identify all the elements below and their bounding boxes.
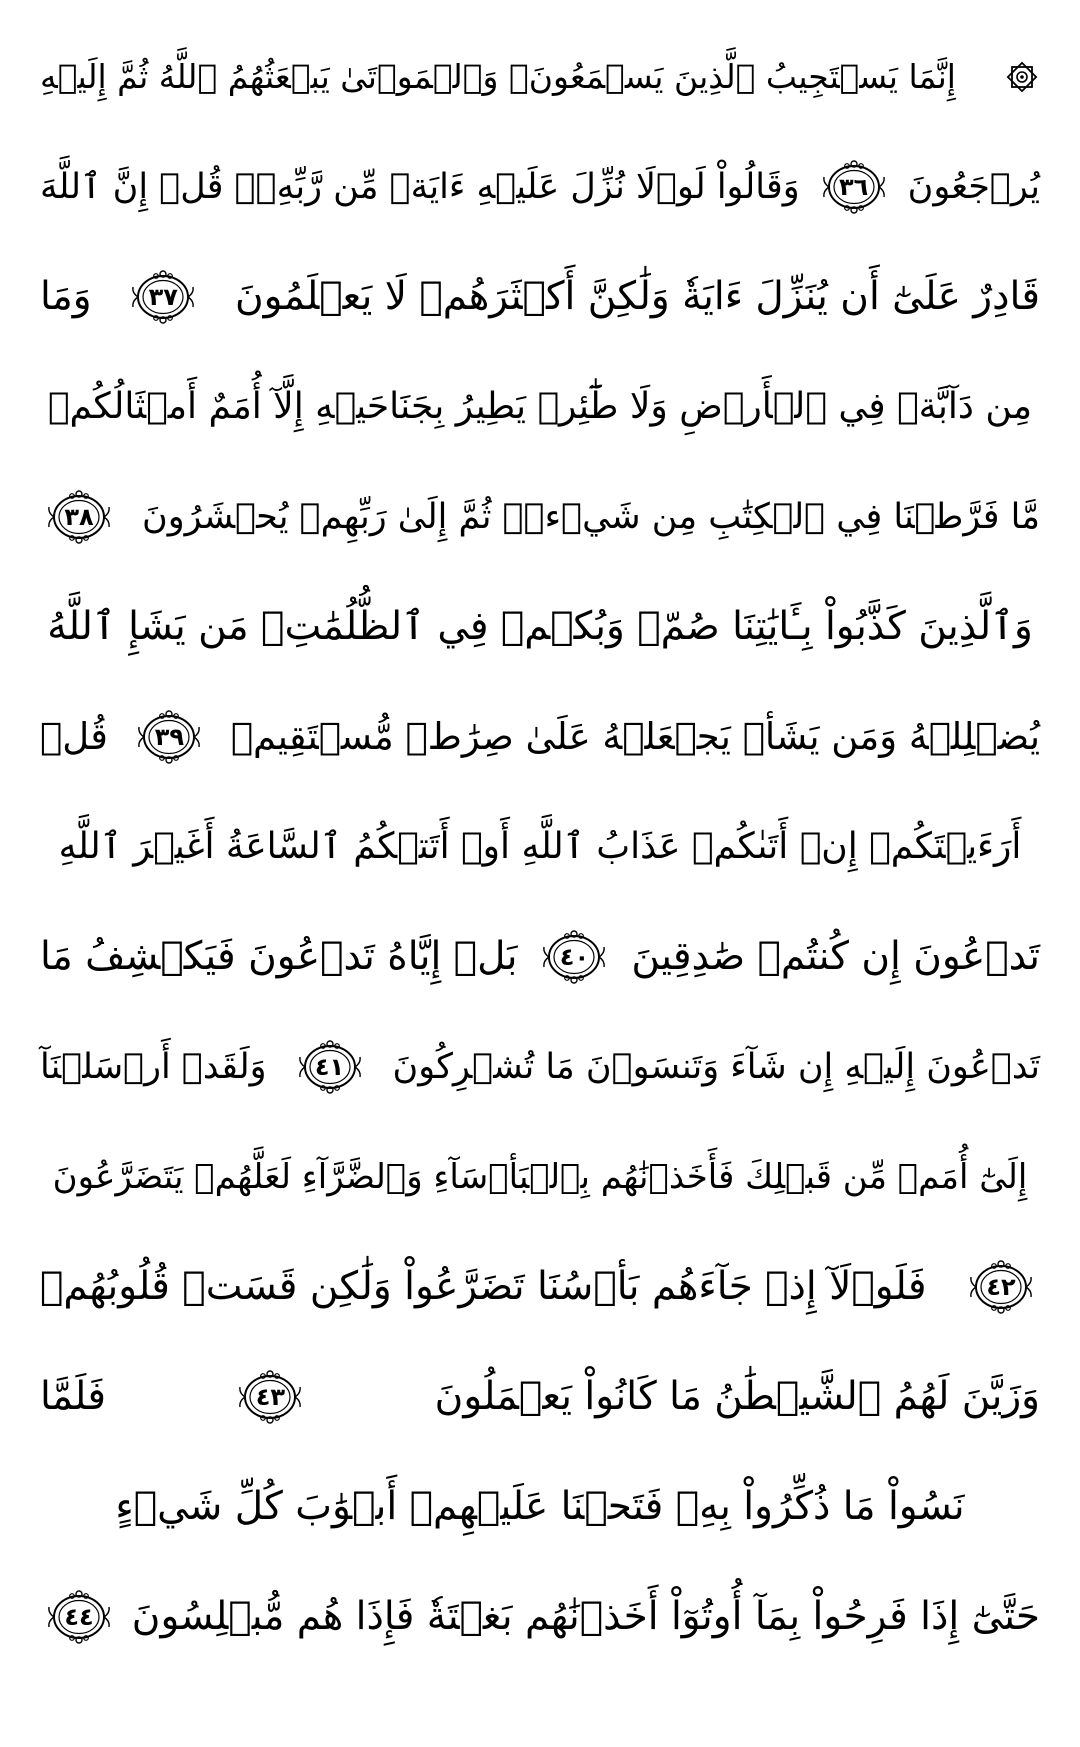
verse-text: قُلۡ bbox=[40, 714, 108, 758]
text-line bbox=[40, 22, 1040, 132]
verse-text: نَسُواْ مَا ذُكِّرُواْ بِهِۦ فَتَحۡنَا عَلَيۡهِمۡ أَبۡوَٰبَ كُلِّ شَيۡءٍ bbox=[115, 1483, 965, 1529]
text-line bbox=[40, 1452, 1040, 1562]
verse-text: أَرَءَيۡتَكُمۡ إِنۡ أَتَىٰكُمۡ عَذَابُ ٱللَّهِ أَوۡ أَتَتۡكُمُ ٱلسَّاعَةُ أَغَيۡرَ ٱللَّهِ bbox=[58, 826, 1022, 868]
verse-text: وَزَيَّنَ لَهُمُ ٱلشَّيۡطَٰنُ مَا كَانُواْ يَعۡمَلُونَ bbox=[434, 1373, 1040, 1419]
ayah-end-marker bbox=[821, 159, 887, 215]
ayah-number: ٤١ bbox=[314, 1053, 345, 1081]
verse-text: يُرۡجَعُونَ bbox=[907, 167, 1040, 207]
text-line bbox=[40, 242, 1040, 352]
verse-text: فَلَمَّا bbox=[40, 1373, 106, 1419]
ayah-number: ٤٠ bbox=[559, 943, 590, 971]
text-line bbox=[40, 352, 1040, 462]
text-line bbox=[40, 792, 1040, 902]
ayah-end-marker bbox=[130, 269, 196, 325]
verse-text: وَمَا bbox=[40, 273, 92, 319]
verse-text: قَادِرٌ عَلَىٰٓ أَن يُنَزِّلَ ءَايَةٗ وَلَٰكِنَّ أَكۡثَرَهُمۡ لَا يَعۡلَمُونَ bbox=[234, 273, 1040, 319]
verse-text: مَّا فَرَّطۡنَا فِي ٱلۡكِتَٰبِ مِن شَيۡءٖۚ ثُمَّ إِلَىٰ رَبِّهِمۡ يُحۡشَرُونَ bbox=[141, 497, 1040, 537]
text-line bbox=[40, 462, 1040, 572]
text-line bbox=[40, 1232, 1040, 1342]
verse-text: وَٱلَّذِينَ كَذَّبُواْ بِـَٔايَٰتِنَا صُمّٞ وَبُكۡمٞ فِي ٱلظُّلُمَٰتِۗ مَن يَشَإِ ٱللَّهُ bbox=[47, 603, 1033, 649]
text-line bbox=[40, 1012, 1040, 1122]
ayah-end-marker bbox=[46, 1589, 112, 1645]
verse-text: وَلَقَدۡ أَرۡسَلۡنَآ bbox=[40, 1047, 267, 1087]
ayah-end-marker bbox=[46, 489, 112, 545]
text-line bbox=[40, 902, 1040, 1012]
ayah-end-marker bbox=[297, 1039, 363, 1095]
ayah-end-marker bbox=[541, 929, 607, 985]
ayah-number: ٣٧ bbox=[148, 283, 178, 311]
verse-text: مِن دَآبَّةٖ فِي ٱلۡأَرۡضِ وَلَا طَٰٓئِرٖ يَطِيرُ بِجَنَاحَيۡهِ إِلَّآ أُمَمٌ أَمۡثَالُكُمۚ bbox=[47, 386, 1033, 428]
rub-el-hizb-icon bbox=[1004, 59, 1040, 95]
verse-text: وَقَالُواْ لَوۡلَا نُزِّلَ عَلَيۡهِ ءَايَةٞ مِّن رَّبِّهِۦۚ قُلۡ إِنَّ ٱللَّهَ bbox=[40, 167, 800, 207]
verse-text: حَتَّىٰٓ إِذَا فَرِحُواْ بِمَآ أُوتُوٓاْ أَخَذۡنَٰهُم بَغۡتَةٗ فَإِذَا هُم مُّبۡلِسُونَ bbox=[131, 1593, 1040, 1639]
text-line bbox=[40, 1562, 1040, 1672]
verse-text: بَلۡ إِيَّاهُ تَدۡعُونَ فَيَكۡشِفُ مَا bbox=[40, 933, 518, 979]
ayah-number: ٤٤ bbox=[64, 1603, 94, 1631]
verse-text: إِلَىٰٓ أُمَمٖ مِّن قَبۡلِكَ فَأَخَذۡنَٰهُم بِٱلۡبَأۡسَآءِ وَٱلضَّرَّآءِ لَعَلَّهُمۡ يَتَضَرَّعُونَ bbox=[52, 1156, 1028, 1197]
verse-text: إِنَّمَا يَسۡتَجِيبُ ٱلَّذِينَ يَسۡمَعُونَۘ وَٱلۡمَوۡتَىٰ يَبۡعَثُهُمُ ٱللَّهُ ثُمَّ إِلَيۡهِ bbox=[40, 57, 956, 97]
verse-text: فَلَوۡلَآ إِذۡ جَآءَهُم بَأۡسُنَا تَضَرَّعُواْ وَلَٰكِن قَسَتۡ قُلُوبُهُمۡ bbox=[40, 1263, 927, 1309]
ayah-end-marker bbox=[968, 1259, 1034, 1315]
ayah-end-marker bbox=[136, 709, 202, 765]
text-line bbox=[40, 572, 1040, 682]
ayah-number: ٣٨ bbox=[64, 503, 94, 531]
text-line bbox=[40, 132, 1040, 242]
ayah-number: ٤٢ bbox=[986, 1273, 1016, 1301]
text-line bbox=[40, 1122, 1040, 1232]
ayah-end-marker bbox=[237, 1369, 303, 1425]
mushaf-page bbox=[40, 22, 1040, 1722]
ayah-number: ٣٦ bbox=[838, 173, 869, 201]
text-line bbox=[40, 682, 1040, 792]
text-line bbox=[40, 1342, 1040, 1452]
verse-text: يُضۡلِلۡهُ وَمَن يَشَأۡ يَجۡعَلۡهُ عَلَىٰ صِرَٰطٖ مُّسۡتَقِيمٖ bbox=[230, 714, 1040, 758]
ayah-number: ٣٩ bbox=[154, 723, 185, 751]
verse-text: تَدۡعُونَ إِلَيۡهِ إِن شَآءَ وَتَنسَوۡنَ مَا تُشۡرِكُونَ bbox=[392, 1047, 1040, 1087]
verse-text: تَدۡعُونَ إِن كُنتُمۡ صَٰدِقِينَ bbox=[631, 933, 1040, 979]
ayah-number: ٤٣ bbox=[255, 1383, 285, 1411]
